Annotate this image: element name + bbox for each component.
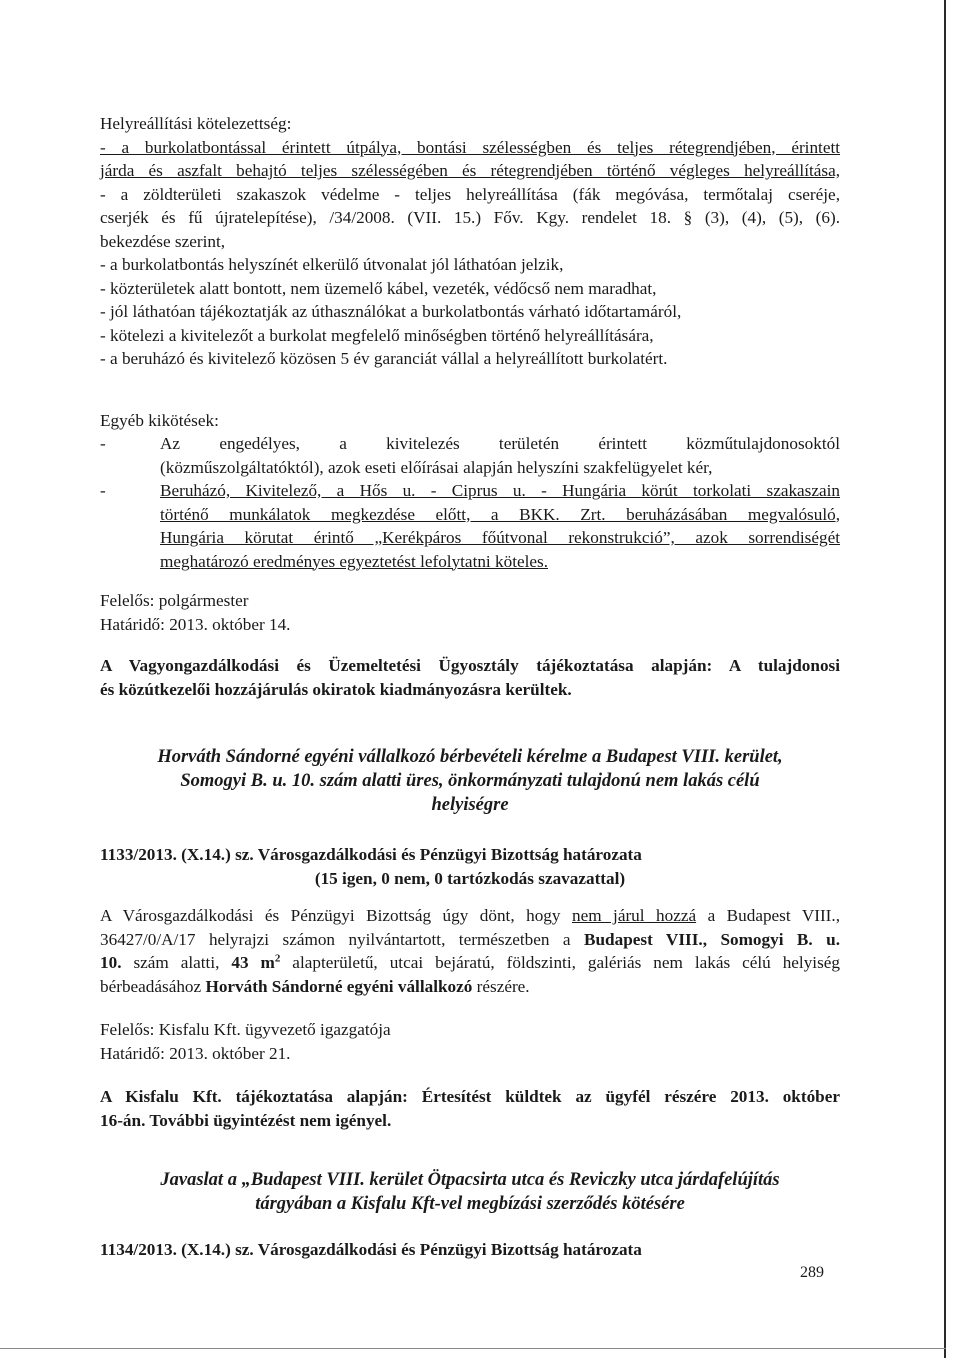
- decision-header: [100, 843, 840, 890]
- scan-bottom-line: [0, 1348, 946, 1349]
- body-line: - a zöldterületi szakaszok védelme - teljes helyreállítása (fák megóvása, termőtalaj cseréje,: [100, 184, 840, 204]
- responsible-line: Felelős: Kisfalu Kft. ügyvezető igazgatója: [100, 1020, 391, 1039]
- title-line: helyiségre: [431, 795, 509, 815]
- body-line: járda és aszfalt behajtó teljes szélességében és rétegrendjében történő végleges helyreállítása,: [100, 161, 840, 180]
- decision-number: 1133/2013. (X.14.) sz. Városgazdálkodási és Pénzügyi Bizottság határozata: [100, 845, 642, 864]
- restoration-section: [100, 112, 840, 371]
- responsible-line: Felelős: polgármester: [100, 591, 249, 610]
- body-line: A Városgazdálkodási és Pénzügyi Bizottság úgy dönt, hogy nem járul hozzá a Budapest VIII.,: [100, 906, 840, 925]
- info-line: A Vagyongazdálkodási és Üzemeltetési Ügyosztály tájékoztatása alapján: A tulajdonosi: [100, 656, 840, 675]
- title-line: Somogyi B. u. 10. szám alatti üres, önkormányzati tulajdonú nem lakás célú: [180, 771, 760, 791]
- decision-body: [100, 904, 840, 998]
- scan-edge-line: [944, 0, 946, 1358]
- list-dash: -: [100, 481, 106, 500]
- body-line: - közterületek alatt bontott, nem üzemelő kábel, vezeték, védőcső nem maradhat,: [100, 278, 657, 298]
- body-line: bekezdése szerint,: [100, 231, 226, 251]
- body-line: - a burkolatbontás helyszínét elkerülő útvonalat jól láthatóan jelzik,: [100, 255, 564, 274]
- section-heading: Egyéb kikötések:: [100, 410, 219, 430]
- other-conditions-section: [100, 409, 840, 574]
- deadline-line: Határidő: 2013. október 14.: [100, 614, 291, 634]
- body-line: bérbeadásához Horváth Sándorné egyéni vállalkozó részére.: [100, 976, 530, 996]
- list-dash: -: [100, 434, 106, 453]
- info-block: [100, 1085, 840, 1132]
- condition-line: Az engedélyes, a kivitelezés területén érintett közműtulajdonosoktól: [160, 434, 840, 453]
- info-line: és közútkezelői hozzájárulás okiratok kiadmányozásra kerültek.: [100, 679, 572, 699]
- body-line: - kötelezi a kivitelezőt a burkolat megfelelő minőségben történő helyreállítására,: [100, 325, 654, 345]
- info-block: [100, 654, 840, 701]
- condition-line: Hungária körutat érintő „Kerékpáros főútvonal rekonstrukció”, azok sorrendiségét: [160, 528, 840, 547]
- body-line: - a beruházó és kivitelező közösen 5 év garanciát vállal a helyreállított burkolatért.: [100, 349, 668, 368]
- body-line: cserjék és fű újratelepítése), /34/2008. (VII. 15.) Főv. Kgy. rendelet 18. § (3), (4), (5), (6).: [100, 208, 840, 227]
- section-heading: Helyreállítási kötelezettség:: [100, 114, 292, 133]
- body-line: - jól láthatóan tájékoztatják az úthasználókat a burkolatbontás várható időtartamáról,: [100, 302, 682, 321]
- info-line: A Kisfalu Kft. tájékoztatása alapján: Értesítést küldtek az ügyfél részére 2013. október: [100, 1087, 840, 1106]
- body-line: 10. szám alatti, 43 $m^2$ alapterületű, utcai bejáratú, földszinti, galériás nem lakás célú helyiség: [100, 952, 840, 972]
- condition-line: Beruházó, Kivitelező, a Hős u. - Ciprus u. - Hungária körút torkolati szakaszain: [160, 481, 840, 500]
- title-line: Javaslat a „Budapest VIII. kerület Ötpacsirta utca és Reviczky utca járdafelújítás: [160, 1170, 780, 1190]
- condition-line: történő munkálatok megkezdése előtt, a BKK. Zrt. beruházásában megvalósuló,: [160, 504, 840, 524]
- condition-line: (közműszolgáltatóktól), azok eseti előírásai alapján helyszíni szakfelügyelet kér,: [160, 457, 713, 477]
- info-line: 16-án. További ügyintézést nem igényel.: [100, 1110, 392, 1130]
- responsibility-block: [100, 1018, 840, 1065]
- deadline-line: Határidő: 2013. október 21.: [100, 1043, 291, 1063]
- title-line: tárgyában a Kisfalu Kft-vel megbízási szerződés kötésére: [255, 1194, 685, 1214]
- agenda-title: [100, 1168, 840, 1216]
- page-number: 289: [800, 1264, 824, 1281]
- document-page: [100, 112, 840, 1262]
- vote-line: (15 igen, 0 nem, 0 tartózkodás szavazattal): [314, 868, 626, 888]
- responsibility-block: [100, 589, 840, 636]
- body-line: 36427/0/A/17 helyrajzi számon nyilvántartott, természetben a Budapest VIII., Somogyi B. u.: [100, 929, 840, 949]
- condition-item: [100, 432, 840, 479]
- body-line: - a burkolatbontással érintett útpálya, bontási szélességben és teljes rétegrendjében, érintett: [100, 137, 840, 157]
- agenda-title: [100, 745, 840, 817]
- condition-line: meghatározó eredményes egyeztetést lefolytatni köteles.: [160, 551, 548, 571]
- decision-number: 1134/2013. (X.14.) sz. Városgazdálkodási és Pénzügyi Bizottság határozata: [100, 1240, 642, 1259]
- condition-item: [100, 479, 840, 573]
- title-line: Horváth Sándorné egyéni vállalkozó bérbevételi kérelme a Budapest VIII. kerület,: [157, 747, 783, 767]
